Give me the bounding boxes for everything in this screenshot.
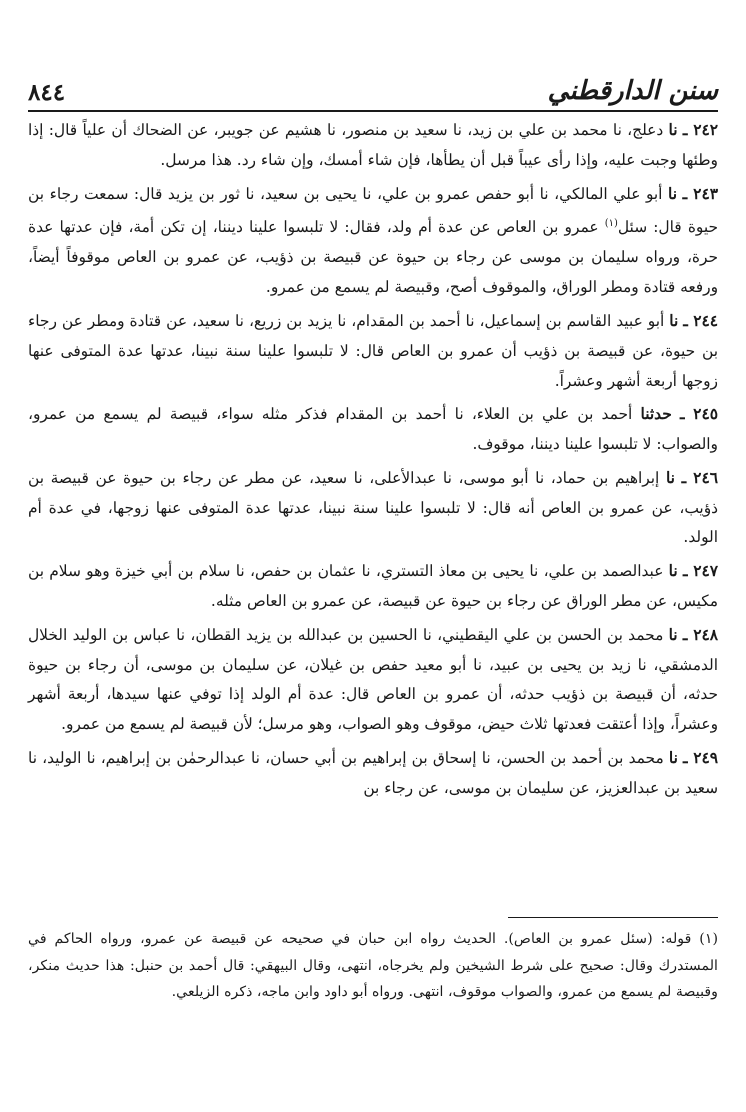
- hadith-244: [28, 307, 718, 396]
- hadith-245: [28, 400, 718, 460]
- hadith-242: [28, 116, 718, 176]
- page-number: ٨٤٤: [28, 79, 66, 106]
- hadith-number: ٢٤٢ ـ: [682, 121, 718, 139]
- footnotes: [28, 917, 718, 1006]
- hadith-number: ٢٤٨ ـ: [682, 625, 718, 644]
- narration-term: نا: [668, 625, 678, 644]
- hadith-246: [28, 464, 718, 553]
- hadith-248: [28, 621, 718, 740]
- hadith-number: ٢٤٦ ـ: [681, 468, 718, 487]
- hadith-text: أحمد بن علي بن العلاء، نا أحمد بن المقدام فذكر مثله سواء، قبيصة لم يسمع من عمرو، والصواب: لا تلبسوا علينا ديننا، موقوف.: [28, 405, 718, 454]
- narration-term: نا: [665, 468, 675, 487]
- hadith-text: دعلج، نا محمد بن علي بن زيد، نا سعيد بن منصور، نا هشيم عن جويبر، عن الضحاك أن علياً قال: إذا وطئها وجبت عليه، وإذا رأى عيباً قبل أن يطأها، فإن شاء أمسك، وإن شاء رد. هذا مرسل.: [28, 121, 718, 169]
- hadith-number: ٢٤٣ ـ: [682, 184, 718, 203]
- hadith-text: أبو علي المالكي، نا أبو حفص عمرو بن علي، نا يحيى بن سعيد، نا ثور بن يزيد قال: سمعت رجاء بن حيوة قال: سئل: [28, 184, 718, 237]
- hadith-text: عبدالصمد بن علي، نا يحيى بن معاذ التستري، نا عثمان بن حفص، نا سلام بن أبي خيزة وهو سلام بن مكيس، عن مطر الوراق عن رجاء بن حيوة عن قبيصة، عن عمرو بن العاص مثله.: [28, 562, 718, 611]
- footnote-reference[interactable]: (١): [604, 218, 618, 230]
- narration-term: نا: [668, 121, 678, 139]
- hadith-247: [28, 557, 718, 617]
- hadith-text: أبو عبيد القاسم بن إسماعيل، نا أحمد بن المقدام، نا يزيد بن زريع، نا سعيد، عن قتادة ومطر عن رجاء بن حيوة، عن قبيصة بن ذؤيب أن عمرو بن العاص قال: لا تلبسوا علينا سنة نبينا، عدتها عدة المتوفى عنها زوجها أربعة أشهر وعشراً.: [28, 311, 718, 390]
- hadith-text-continued: عمرو بن العاص عن عدة أم ولد، فقال: لا تلبسوا علينا ديننا، إن تكن أمة، فإن عدتها عدة حرة، ورواه سليمان بن موسى عن رجاء بن حيوة عن قبيصة بن ذؤيب، عن عمرو بن العاص موقوفاً أيضاً، ورفعه قتادة ومطر الوراق، والموقوف أصح، وقبيصة لم يسمع من عمرو.: [28, 218, 718, 297]
- narration-term: نا: [668, 184, 678, 203]
- footnote-text: قوله: (سئل عمرو بن العاص). الحديث رواه ابن حبان في صحيحه عن قبيصة عن عمرو، ورواه الحاكم في المستدرك وقال: صحيح على شرط الشيخين ولم يخرجاه، انتهى، وقال البيهقي: قال أحمد بن حنبل: هذا حديث منكر، وقبيصة لم يسمع من عمرو، والصواب موقوف، انتهى. ورواه أبو داود وابن ماجه، ذكره الزيلعي.: [28, 931, 718, 1000]
- hadith-number: ٢٤٩ ـ: [683, 749, 718, 768]
- narration-term: نا: [669, 311, 679, 330]
- narration-term: حدثنا: [640, 405, 672, 424]
- hadith-text: محمد بن الحسن بن علي اليقطيني، نا الحسين بن عبدالله بن يزيد القطان، نا عباس بن الوليد الخلال الدمشقي، نا زيد بن يحيى بن عبيد، نا أبو معيد حفص بن غيلان، عن سليمان بن موسى، أن رجاء بن حيوة حدثه، أن قبيصة بن ذؤيب حدثه، أن عمرو بن العاص قال: عدة أم الولد إذا توفي عنها سيدها، أربعة أشهر وعشراً، وإذا أعتقت فعدتها ثلاث حيض، موقوف وهو الصواب، وهو مرسل؛ لأن قبيصة لم يسمع من عمرو.: [28, 625, 718, 734]
- footnote-marker: (١): [699, 931, 718, 947]
- narration-term: نا: [668, 562, 678, 581]
- page-header: [28, 62, 718, 112]
- footnote-divider: [508, 917, 718, 918]
- hadith-text: محمد بن أحمد بن الحسن، نا إسحاق بن إبراهيم بن أبي حسان، نا عبدالرحمٰن بن إبراهيم، نا الوليد، نا سعيد بن عبدالعزيز، عن سليمان بن موسى، عن رجاء بن: [28, 749, 718, 797]
- hadith-243: [28, 180, 718, 303]
- hadith-text: إبراهيم بن حماد، نا أبو موسى، نا عبدالأعلى، نا سعيد، عن مطر عن رجاء بن حيوة عن قبيصة بن ذؤيب، عن عمرو بن العاص أنه قال: لا تلبسوا علينا سنة نبينا، عدتها عدة المتوفى عنها زوجها، في عدة أم الولد.: [28, 468, 718, 547]
- narration-term: نا: [668, 749, 678, 768]
- hadith-number: ٢٤٤ ـ: [683, 311, 718, 330]
- main-text: [28, 116, 718, 808]
- hadith-249: [28, 744, 718, 804]
- footnote-1: [28, 926, 718, 1006]
- hadith-number: ٢٤٥ ـ: [679, 405, 718, 424]
- hadith-number: ٢٤٧ ـ: [682, 562, 718, 581]
- book-title: سنن الدارقطني: [547, 76, 718, 106]
